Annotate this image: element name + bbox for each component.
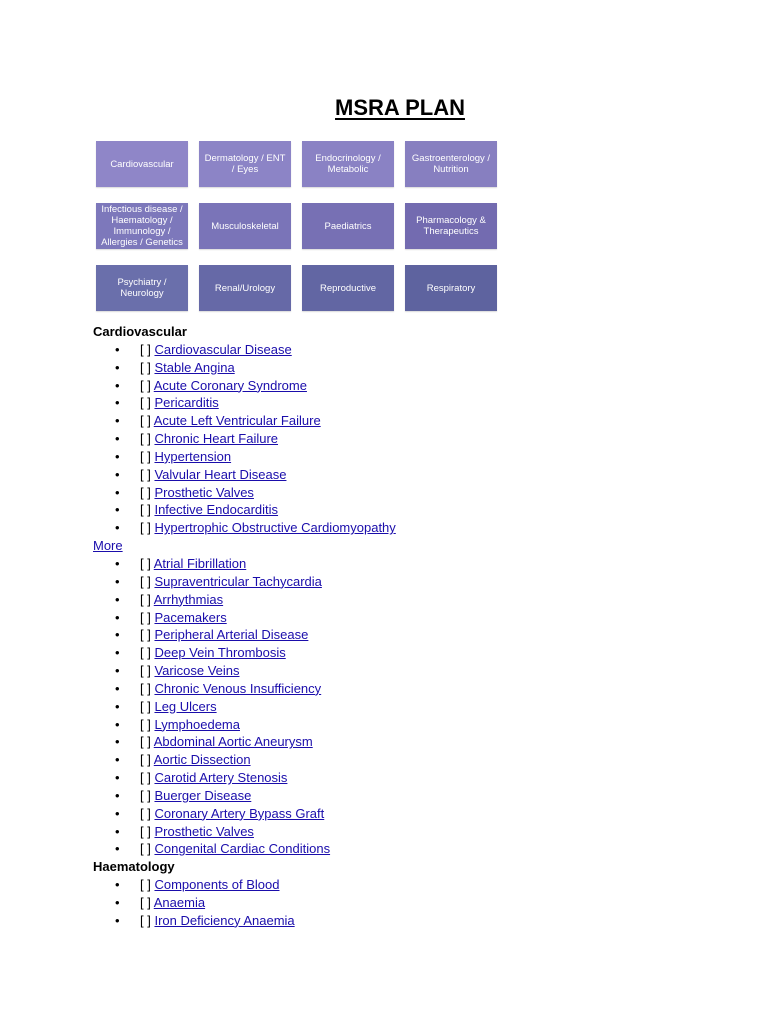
checkbox-marker[interactable]: [ ] <box>140 770 151 786</box>
bullet-icon: • <box>115 752 120 768</box>
list-item <box>93 644 713 662</box>
topic-link[interactable]: Hypertrophic Obstructive Cardiomyopathy <box>154 520 396 536</box>
topic-link[interactable]: Hypertension <box>154 448 232 464</box>
topic-link[interactable]: Carotid Artery Stenosis <box>154 770 288 786</box>
list-item <box>93 341 713 359</box>
more-link[interactable]: More <box>93 538 123 554</box>
checkbox-marker[interactable]: [ ] <box>140 555 151 571</box>
list-item <box>93 894 713 912</box>
topic-list <box>93 341 713 537</box>
section-heading: Cardiovascular <box>93 324 187 339</box>
bullet-icon: • <box>115 377 120 393</box>
list-item <box>93 716 713 734</box>
bullet-icon: • <box>115 341 120 357</box>
checkbox-marker[interactable]: [ ] <box>140 341 151 357</box>
checkbox-marker[interactable]: [ ] <box>140 823 151 839</box>
topic-link[interactable]: Chronic Venous Insufficiency <box>154 680 322 696</box>
checkbox-marker[interactable]: [ ] <box>140 413 151 429</box>
checkbox-marker[interactable]: [ ] <box>140 431 151 447</box>
topic-tile[interactable]: Reproductive <box>302 265 394 311</box>
bullet-icon: • <box>115 627 120 643</box>
bullet-icon: • <box>115 520 120 536</box>
bullet-icon: • <box>115 698 120 714</box>
list-item <box>93 484 713 502</box>
bullet-icon: • <box>115 395 120 411</box>
checkbox-marker[interactable]: [ ] <box>140 663 151 679</box>
topic-link[interactable]: Peripheral Arterial Disease <box>154 627 309 643</box>
list-item <box>93 733 713 751</box>
topic-link[interactable]: Coronary Artery Bypass Graft <box>154 805 325 821</box>
list-item <box>93 823 713 841</box>
topic-tile[interactable]: Dermatology / ENT / Eyes <box>199 141 291 187</box>
checkbox-marker[interactable]: [ ] <box>140 484 151 500</box>
bullet-icon: • <box>115 448 120 464</box>
topic-tile[interactable]: Paediatrics <box>302 203 394 249</box>
bullet-icon: • <box>115 484 120 500</box>
section-heading: Haematology <box>93 859 175 875</box>
topic-tile[interactable]: Gastroenterology / Nutrition <box>405 141 497 187</box>
checkbox-marker[interactable]: [ ] <box>140 734 151 750</box>
topic-link[interactable]: Stable Angina <box>154 359 235 375</box>
topic-link[interactable]: Pacemakers <box>154 609 227 625</box>
topic-link[interactable]: Buerger Disease <box>154 787 252 803</box>
bullet-icon: • <box>115 680 120 696</box>
list-item <box>93 751 713 769</box>
topic-tile[interactable]: Psychiatry / Neurology <box>96 265 188 311</box>
topic-tile-grid <box>96 141 497 311</box>
list-item <box>93 573 713 591</box>
topic-link[interactable]: Chronic Heart Failure <box>154 431 279 447</box>
list-item <box>93 359 713 377</box>
topic-link[interactable]: Iron Deficiency Anaemia <box>154 912 295 928</box>
checkbox-marker[interactable]: [ ] <box>140 520 151 536</box>
list-item <box>93 805 713 823</box>
topic-checklist <box>93 323 713 930</box>
checkbox-marker[interactable]: [ ] <box>140 466 151 482</box>
list-item <box>93 466 713 484</box>
list-item <box>93 519 713 537</box>
topic-link[interactable]: Deep Vein Thrombosis <box>154 645 286 661</box>
topic-link[interactable]: Supraventricular Tachycardia <box>154 573 322 589</box>
bullet-icon: • <box>115 770 120 786</box>
topic-tile[interactable]: Infectious disease / Haematology / Immunology / Allergies / Genetics <box>96 203 188 249</box>
bullet-icon: • <box>115 823 120 839</box>
bullet-icon: • <box>115 787 120 803</box>
checkbox-marker[interactable]: [ ] <box>140 805 151 821</box>
checkbox-marker[interactable]: [ ] <box>140 787 151 803</box>
checkbox-marker[interactable]: [ ] <box>140 841 151 857</box>
bullet-icon: • <box>115 609 120 625</box>
topic-tile[interactable]: Musculoskeletal <box>199 203 291 249</box>
bullet-icon: • <box>115 466 120 482</box>
checkbox-marker[interactable]: [ ] <box>140 716 151 732</box>
topic-link[interactable]: Components of Blood <box>154 877 280 893</box>
topic-link[interactable]: Atrial Fibrillation <box>153 555 247 571</box>
bullet-icon: • <box>115 895 120 910</box>
topic-tile[interactable]: Endocrinology / Metabolic <box>302 141 394 187</box>
topic-link[interactable]: Infective Endocarditis <box>154 502 279 518</box>
topic-link[interactable]: Prosthetic Valves <box>154 823 254 839</box>
bullet-icon: • <box>115 645 120 661</box>
list-item <box>93 787 713 805</box>
bullet-icon: • <box>115 663 120 679</box>
checkbox-marker[interactable]: [ ] <box>140 895 151 910</box>
topic-link[interactable]: Congenital Cardiac Conditions <box>154 841 331 857</box>
topic-link[interactable]: Cardiovascular Disease <box>154 341 292 357</box>
bullet-icon: • <box>115 912 120 928</box>
list-item <box>93 698 713 716</box>
list-item <box>93 448 713 466</box>
list-item <box>93 377 713 395</box>
topic-link[interactable]: Acute Coronary Syndrome <box>153 377 307 393</box>
checkbox-marker[interactable]: [ ] <box>140 645 151 661</box>
topic-link[interactable]: Valvular Heart Disease <box>154 466 287 482</box>
topic-link[interactable]: Anaemia <box>153 895 206 910</box>
topic-tile[interactable]: Pharmacology & Therapeutics <box>405 203 497 249</box>
bullet-icon: • <box>115 734 120 750</box>
list-item <box>93 430 713 448</box>
list-item <box>93 412 713 430</box>
bullet-icon: • <box>115 359 120 375</box>
checkbox-marker[interactable]: [ ] <box>140 752 151 768</box>
topic-link[interactable]: Leg Ulcers <box>154 698 217 714</box>
topic-link[interactable]: Arrhythmias <box>153 591 224 607</box>
checkbox-marker[interactable]: [ ] <box>140 877 151 893</box>
topic-link[interactable]: Prosthetic Valves <box>154 484 254 500</box>
bullet-icon: • <box>115 591 120 607</box>
bullet-icon: • <box>115 716 120 732</box>
list-item <box>93 555 713 573</box>
checkbox-marker[interactable]: [ ] <box>140 573 151 589</box>
list-item <box>93 626 713 644</box>
checkbox-marker[interactable]: [ ] <box>140 502 151 518</box>
list-item <box>93 769 713 787</box>
topic-link[interactable]: Abdominal Aortic Aneurysm <box>153 734 313 750</box>
list-item <box>93 876 713 894</box>
topic-tile[interactable]: Cardiovascular <box>96 141 188 187</box>
topic-link[interactable]: Varicose Veins <box>154 663 240 679</box>
checkbox-marker[interactable]: [ ] <box>140 609 151 625</box>
bullet-icon: • <box>115 805 120 821</box>
list-item <box>93 840 713 858</box>
list-item <box>93 662 713 680</box>
topic-tile[interactable]: Renal/Urology <box>199 265 291 311</box>
checkbox-marker[interactable]: [ ] <box>140 591 151 607</box>
checkbox-marker[interactable]: [ ] <box>140 448 151 464</box>
list-item <box>93 609 713 627</box>
bullet-icon: • <box>115 413 120 429</box>
list-item <box>93 680 713 698</box>
bullet-icon: • <box>115 555 120 571</box>
checkbox-marker[interactable]: [ ] <box>140 359 151 375</box>
bullet-icon: • <box>115 431 120 447</box>
list-item <box>93 591 713 609</box>
list-item <box>93 394 713 412</box>
topic-list <box>93 876 713 930</box>
checkbox-marker[interactable]: [ ] <box>140 377 151 393</box>
topic-list <box>93 555 713 858</box>
topic-tile[interactable]: Respiratory <box>405 265 497 311</box>
bullet-icon: • <box>115 877 120 893</box>
checkbox-marker[interactable]: [ ] <box>140 912 151 928</box>
checkbox-marker[interactable]: [ ] <box>140 698 151 714</box>
bullet-icon: • <box>115 573 120 589</box>
list-item <box>93 501 713 519</box>
topic-link[interactable]: Aortic Dissection <box>153 752 251 768</box>
checkbox-marker[interactable]: [ ] <box>140 395 151 411</box>
topic-link[interactable]: Pericarditis <box>154 395 219 411</box>
list-item <box>93 912 713 930</box>
page-title: MSRA PLAN <box>335 95 465 120</box>
topic-link[interactable]: Lymphoedema <box>154 716 240 732</box>
bullet-icon: • <box>115 841 120 857</box>
checkbox-marker[interactable]: [ ] <box>140 680 151 696</box>
topic-link[interactable]: Acute Left Ventricular Failure <box>153 413 321 429</box>
bullet-icon: • <box>115 502 120 518</box>
checkbox-marker[interactable]: [ ] <box>140 627 151 643</box>
